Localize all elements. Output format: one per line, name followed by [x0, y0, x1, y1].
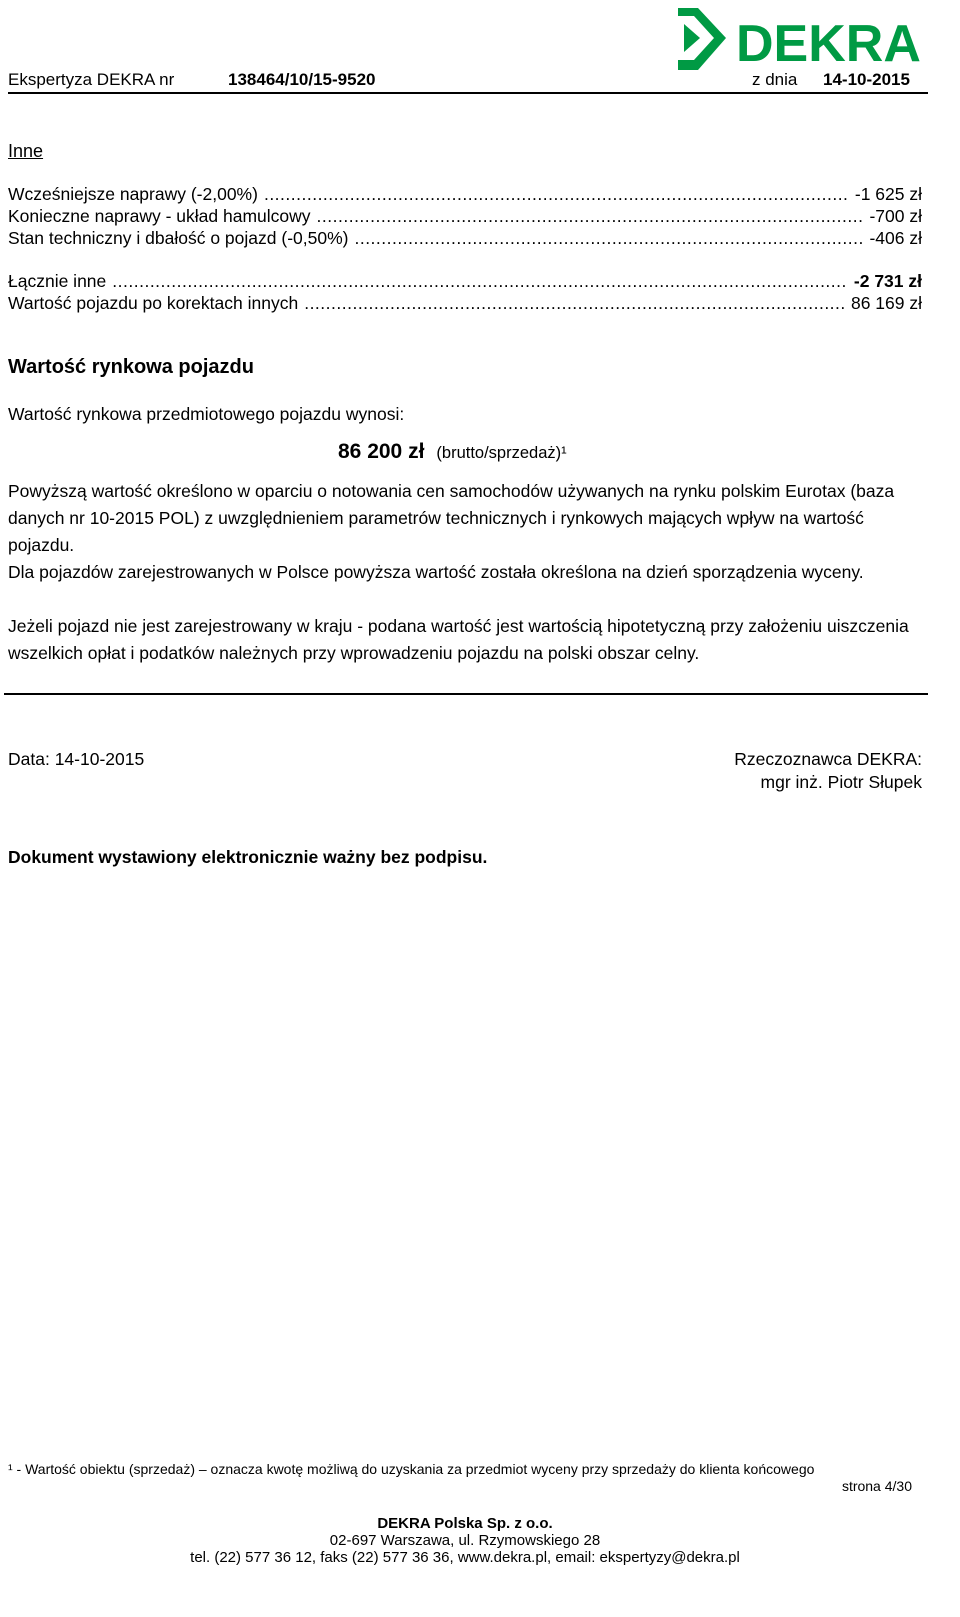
company-name: DEKRA Polska Sp. z o.o. — [377, 1515, 553, 1532]
list-item: Stan techniczny i dbałość o pojazd (-0,50%) ..... -406 zł — [8, 228, 922, 250]
date-label: z dnia — [752, 70, 798, 89]
list-item: Konieczne naprawy - układ hamulcowy ..... -700 zł — [8, 206, 922, 228]
doc-label: Ekspertyza DEKRA nr — [8, 70, 175, 89]
market-paragraph-2: Dla pojazdów zarejestrowanych w Polsce powyższa wartość została określona na dzień sporządzenia wyceny. — [8, 562, 864, 582]
footnote: ¹ - Wartość obiektu (sprzedaż) – oznacza kwotę możliwą do uzyskania za przedmiot wyceny przy sprzedaży do klienta końcowego — [8, 1461, 815, 1477]
list-item: Wcześniejsze naprawy (-2,00%) ..... -1 625 zł — [8, 184, 922, 206]
market-value-line — [338, 440, 567, 464]
market-paragraph-1: Powyższą wartość określono w oparciu o notowania cen samochodów używanych na rynku polskim Eurotax (baza danych nr 10-2015 POL) z uwzględnieniem parametrów technicznych i rynkowych mających wpływ na wartość pojazdu. — [8, 481, 895, 555]
section-divider — [4, 693, 928, 695]
market-heading: Wartość rynkowa pojazdu — [8, 356, 254, 378]
electronic-notice: Dokument wystawiony elektronicznie ważny bez podpisu. — [8, 847, 488, 867]
dekra-logo-mark — [676, 6, 928, 76]
sign-date: Data: 14-10-2015 — [8, 749, 145, 769]
section-title-inne: Inne — [8, 141, 44, 161]
total-row: Łącznie inne ..... -2 731 zł — [8, 271, 922, 293]
market-paragraph-3: Jeżeli pojazd nie jest zarejestrowany w kraju - podana wartość jest wartością hipotetyczną przy założeniu uiszczenia wszelkich opłat i podatków należnych przy wprowadzeniu pojazdu na polski obszar celny. — [8, 616, 909, 663]
header-rule — [8, 92, 928, 94]
market-value-note: (brutto/sprzedaż)¹ — [436, 444, 567, 462]
page-number: strona 4/30 — [841, 1478, 912, 1494]
doc-number: 138464/10/15-9520 — [228, 70, 376, 89]
market-intro: Wartość rynkowa przedmiotowego pojazdu wynosi: — [8, 404, 405, 424]
expert-name: mgr inż. Piotr Słupek — [760, 772, 922, 792]
dekra-logo — [676, 6, 928, 76]
company-contact: tel. (22) 577 36 12, faks (22) 577 36 36, www.dekra.pl, email: ekspertyzy@dekra.pl — [190, 1549, 740, 1566]
logo-text: DEKRA — [736, 15, 921, 73]
company-address: 02-697 Warszawa, ul. Rzymowskiego 28 — [329, 1532, 601, 1549]
expert-label: Rzeczoznawca DEKRA: — [734, 749, 922, 769]
market-value: 86 200 zł — [338, 440, 425, 463]
corrected-value-row: Wartość pojazdu po korektach innych ..... 86 169 zł — [8, 293, 922, 315]
doc-date: 14-10-2015 — [823, 70, 910, 89]
